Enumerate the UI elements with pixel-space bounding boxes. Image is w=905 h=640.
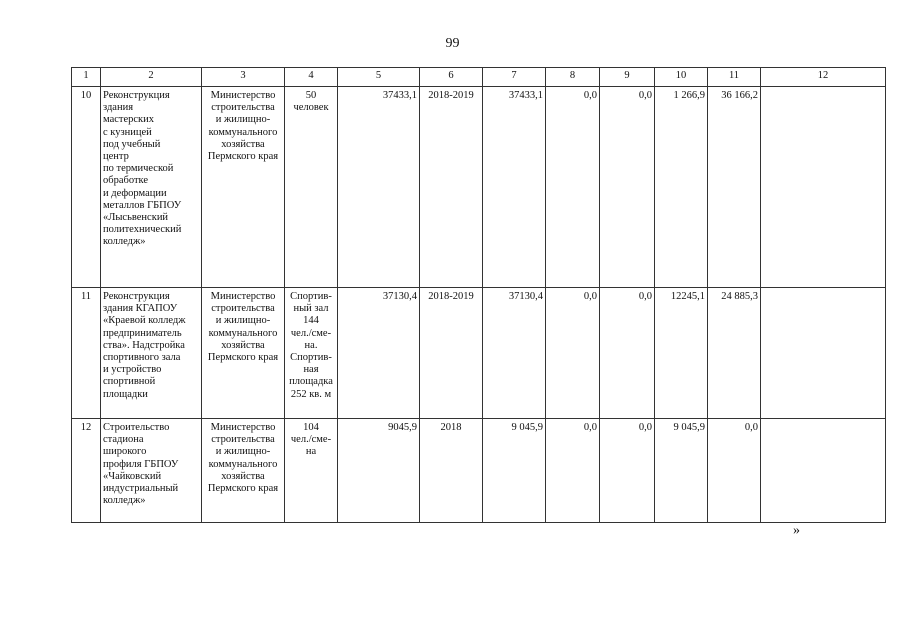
page-number: 99 [445,36,460,51]
row-number: 12 [72,419,101,523]
cell-value: 9 045,9 [655,419,708,523]
column-header: 2 [101,68,202,87]
cell-value: 12245,1 [655,288,708,419]
row-number: 11 [72,288,101,419]
column-header: 1 [72,68,101,87]
column-header: 8 [546,68,600,87]
cell-value: 37433,1 [338,87,420,288]
capacity: Спортив- ный зал 144 чел./сме- на. Спортив- ная площадка 252 кв. м [285,288,338,419]
cell-value: 0,0 [600,87,655,288]
capacity: 104 чел./сме- на [285,419,338,523]
cell-value: 0,0 [600,419,655,523]
object-name: Реконструкция здания КГАПОУ «Краевой колледж предприниматель ства». Надстройка спортивного зала и устройство спортивной площадки [101,288,202,419]
cell-value [761,87,886,288]
cell-value: 9045,9 [338,419,420,523]
column-header: 3 [202,68,285,87]
cell-value: 0,0 [546,87,600,288]
data-table [71,67,886,523]
cell-value: 37433,1 [483,87,546,288]
cell-value: 2018-2019 [420,87,483,288]
column-header: 9 [600,68,655,87]
column-header: 6 [420,68,483,87]
column-header: 11 [708,68,761,87]
cell-value: 0,0 [600,288,655,419]
column-header: 10 [655,68,708,87]
column-header: 7 [483,68,546,87]
capacity: 50 человек [285,87,338,288]
column-header: 5 [338,68,420,87]
cell-value: 36 166,2 [708,87,761,288]
cell-value: 37130,4 [338,288,420,419]
cell-value: 1 266,9 [655,87,708,288]
column-header: 4 [285,68,338,87]
cell-value [761,288,886,419]
object-name: Реконструкция здания мастерских с кузницей под учебный центр по термической обработке и деформации металлов ГБПОУ «Лысьвенский политехнический колледж» [101,87,202,288]
cell-value: 0,0 [546,288,600,419]
cell-value: 2018-2019 [420,288,483,419]
row-number: 10 [72,87,101,288]
cell-value: 24 885,3 [708,288,761,419]
cell-value [761,419,886,523]
closing-quote-mark: » [793,523,800,538]
cell-value: 2018 [420,419,483,523]
responsible-ministry: Министерство строительства и жилищно- коммунального хозяйства Пермского края [202,87,285,288]
table-row [72,87,886,288]
responsible-ministry: Министерство строительства и жилищно- коммунального хозяйства Пермского края [202,288,285,419]
table-row [72,288,886,419]
table-row [72,419,886,523]
cell-value: 0,0 [546,419,600,523]
responsible-ministry: Министерство строительства и жилищно- коммунального хозяйства Пермского края [202,419,285,523]
object-name: Строительство стадиона широкого профиля ГБПОУ «Чайковский индустриальный колледж» [101,419,202,523]
cell-value: 37130,4 [483,288,546,419]
cell-value: 9 045,9 [483,419,546,523]
header-row [72,68,886,87]
column-header: 12 [761,68,886,87]
cell-value: 0,0 [708,419,761,523]
